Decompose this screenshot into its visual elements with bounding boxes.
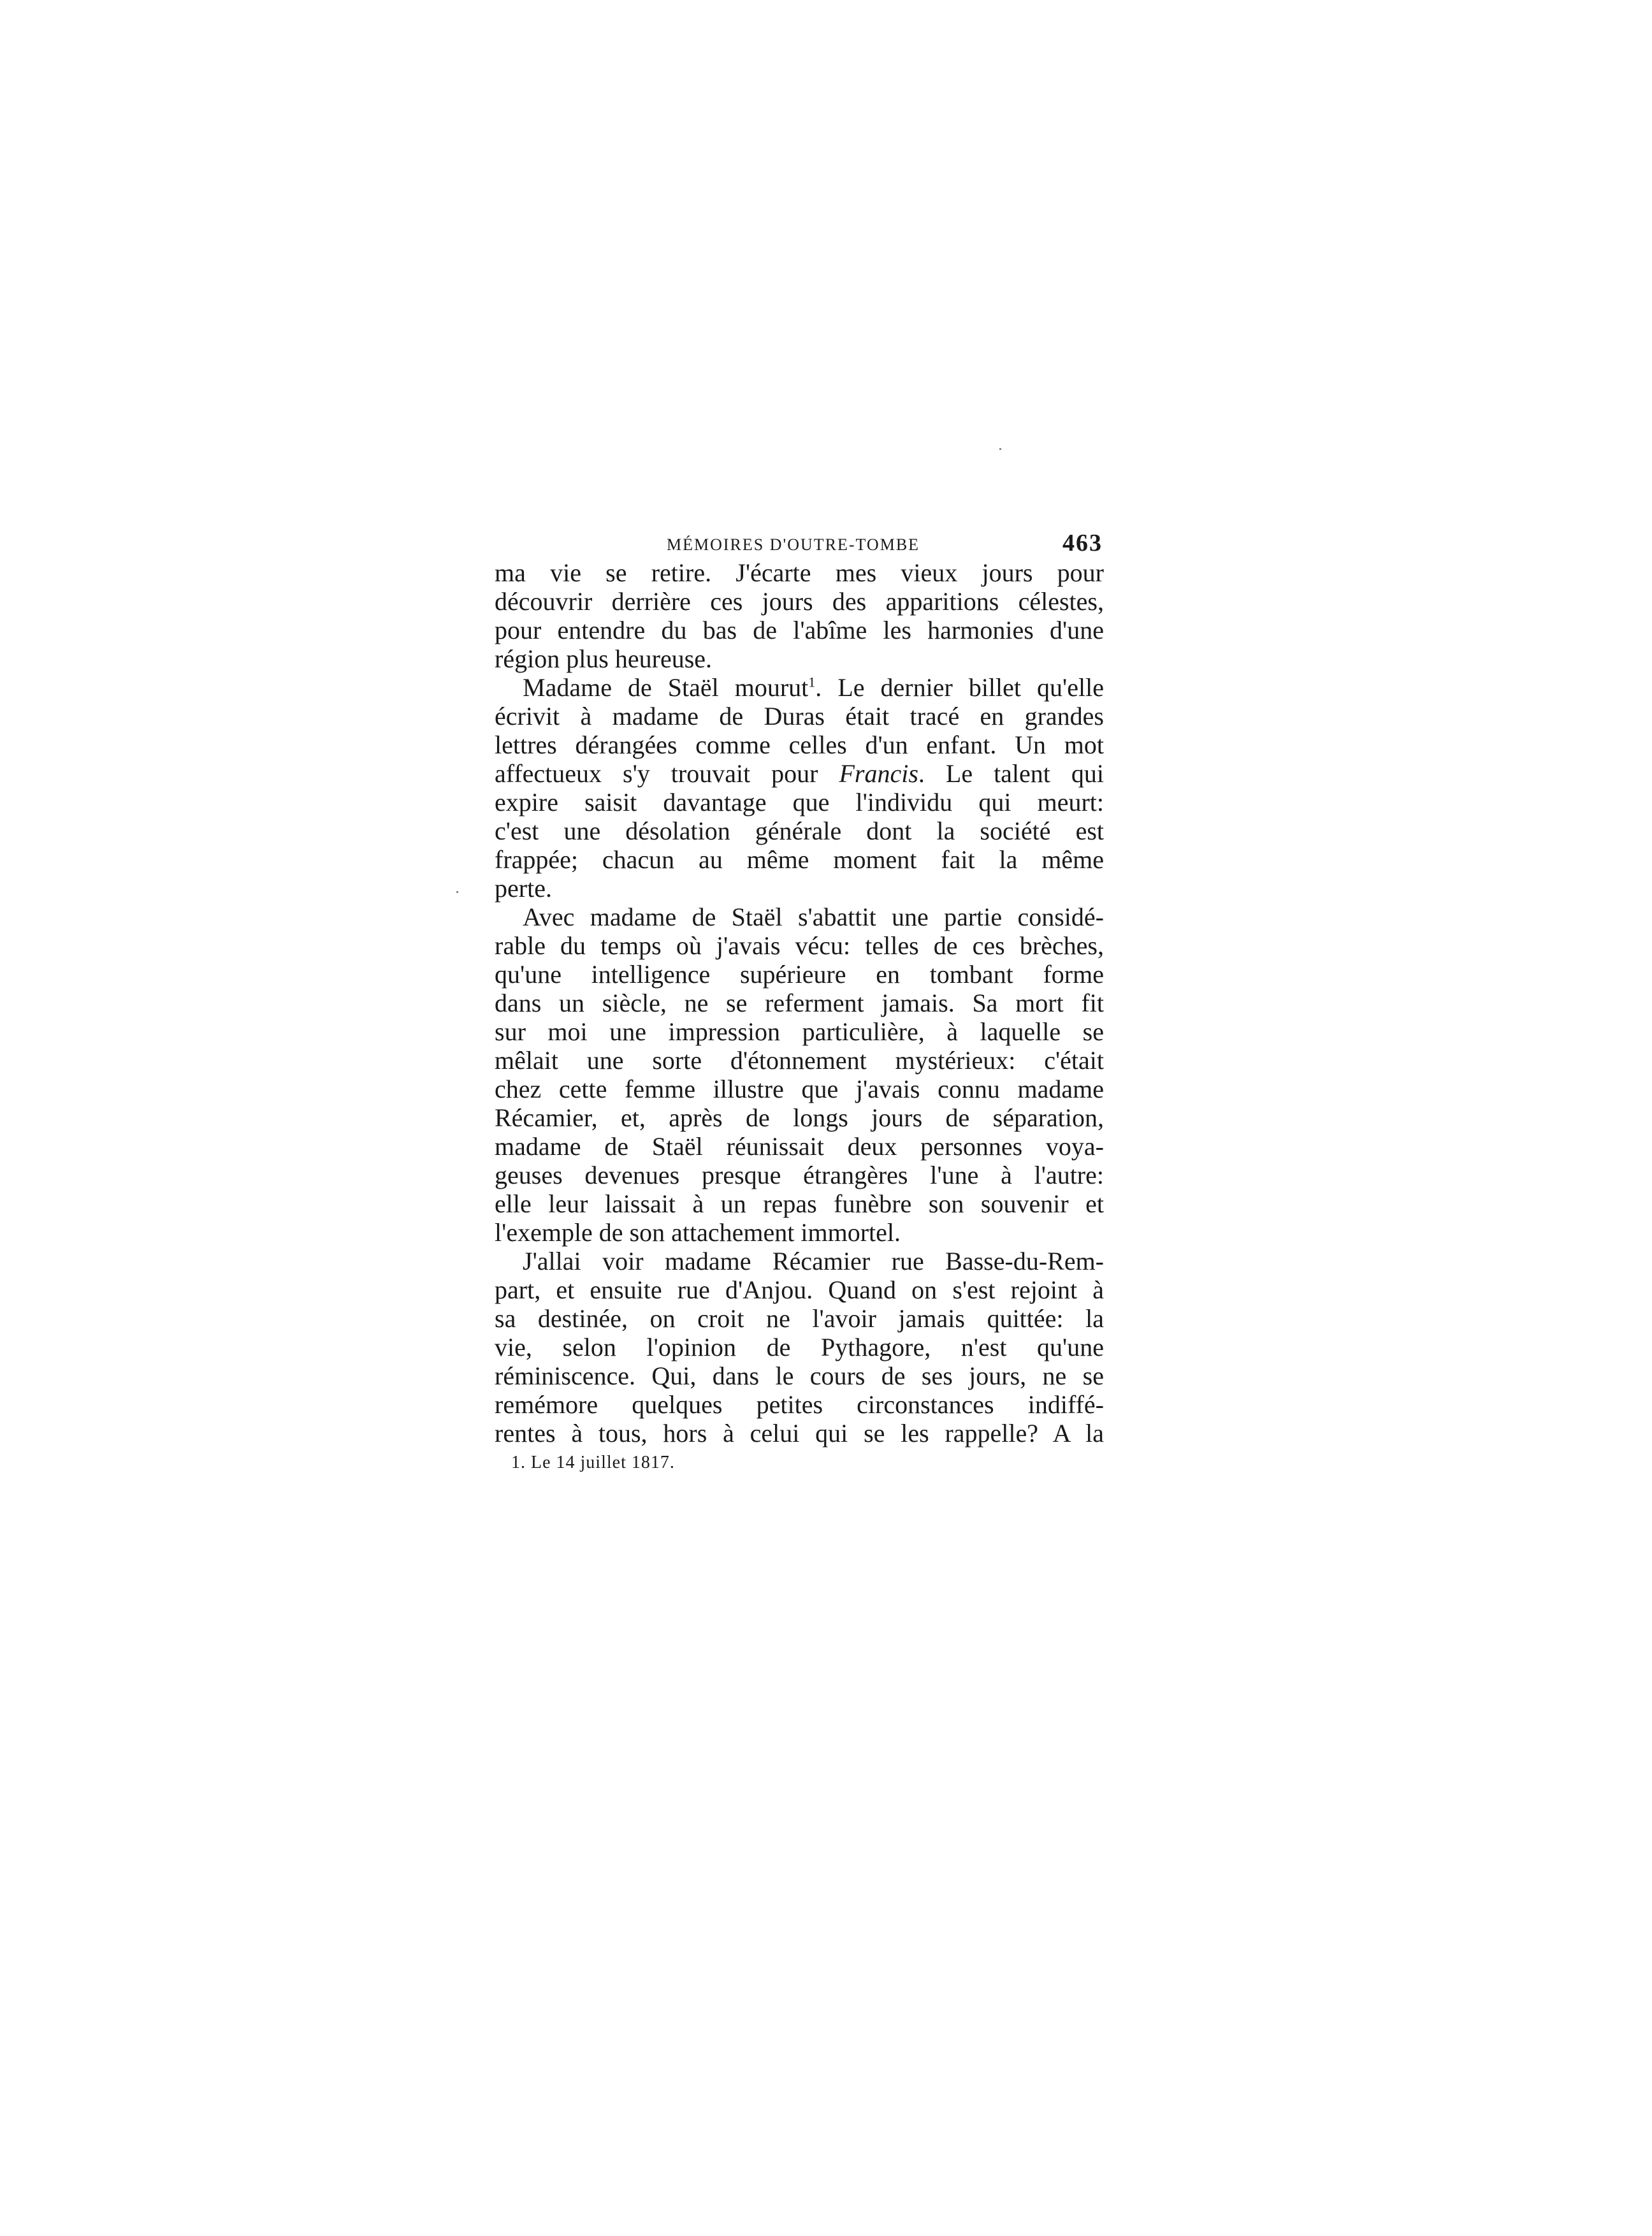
text-line: écrivit à madame de Duras était tracé en grandes bbox=[495, 702, 1104, 730]
text-line bbox=[495, 673, 1104, 702]
text-line: Avec madame de Staël s'abattit une partie considé- bbox=[523, 903, 1104, 931]
text-segment: Madame de Staël mourut bbox=[523, 673, 809, 702]
text-line: réminiscence. Qui, dans le cours de ses jours, ne se bbox=[495, 1361, 1104, 1390]
paragraph-2 bbox=[495, 673, 1104, 903]
text-line: c'est une désolation générale dont la société est bbox=[495, 817, 1104, 845]
text-line: geuses devenues presque étrangères l'une à l'autre: bbox=[495, 1161, 1104, 1189]
text-line: J'allai voir madame Récamier rue Basse-du-Rem- bbox=[523, 1247, 1104, 1275]
text-line: sa destinée, on croit ne l'avoir jamais quittée: la bbox=[495, 1304, 1104, 1333]
text-line: découvrir derrière ces jours des apparitions célestes, bbox=[495, 587, 1104, 616]
text-line: rentes à tous, hors à celui qui se les rappelle? A la bbox=[495, 1419, 1104, 1448]
text-line: dans un siècle, ne se referment jamais. Sa mort fit bbox=[495, 989, 1104, 1017]
text-line: part, et ensuite rue d'Anjou. Quand on s'est rejoint à bbox=[495, 1275, 1104, 1304]
text-line: madame de Staël réunissait deux personnes voya- bbox=[495, 1132, 1104, 1161]
book-page bbox=[495, 526, 1104, 1474]
text-segment: . Le dernier billet qu'elle bbox=[815, 673, 1104, 702]
text-line: expire saisit davantage que l'individu qui meurt: bbox=[495, 788, 1104, 817]
running-title: MÉMOIRES D'OUTRE-TOMBE bbox=[667, 535, 920, 554]
text-segment: . Le talent qui bbox=[918, 759, 1105, 788]
text-line: pour entendre du bas de l'abîme les harmonies d'une bbox=[495, 616, 1104, 644]
text-line: chez cette femme illustre que j'avais connu madame bbox=[495, 1075, 1104, 1103]
text-line: région plus heureuse. bbox=[495, 644, 713, 673]
footnote: 1. Le 14 juillet 1817. bbox=[511, 1453, 675, 1472]
paragraph-4 bbox=[495, 1247, 1104, 1448]
text-line bbox=[495, 759, 1104, 788]
text-line: lettres dérangées comme celles d'un enfant. Un mot bbox=[495, 730, 1104, 759]
text-line: rable du temps où j'avais vécu: telles de ces brèches, bbox=[495, 931, 1104, 960]
text-line: Récamier, et, après de longs jours de séparation, bbox=[495, 1103, 1104, 1132]
scan-speck bbox=[999, 448, 1001, 450]
text-line: mêlait une sorte d'étonnement mystérieux: c'était bbox=[495, 1046, 1104, 1075]
footnote-reference: 1 bbox=[808, 674, 816, 690]
text-line: remémore quelques petites circonstances indiffé- bbox=[495, 1390, 1104, 1419]
running-header bbox=[495, 526, 1104, 558]
text-line: ma vie se retire. J'écarte mes vieux jours pour bbox=[495, 558, 1104, 587]
italic-name: Francis bbox=[839, 759, 918, 788]
scan-speck bbox=[456, 891, 458, 893]
paragraph-3 bbox=[495, 903, 1104, 1247]
text-line: qu'une intelligence supérieure en tombant forme bbox=[495, 960, 1104, 989]
text-line: l'exemple de son attachement immortel. bbox=[495, 1218, 901, 1247]
text-line: elle leur laissait à un repas funèbre son souvenir et bbox=[495, 1189, 1104, 1218]
text-line: vie, selon l'opinion de Pythagore, n'est qu'une bbox=[495, 1333, 1104, 1361]
text-segment: affectueux s'y trouvait pour bbox=[495, 759, 818, 788]
text-line: frappée; chacun au même moment fait la même bbox=[495, 845, 1104, 874]
page-number: 463 bbox=[1062, 530, 1103, 556]
text-line: perte. bbox=[495, 874, 552, 903]
text-line: sur moi une impression particulière, à laquelle se bbox=[495, 1017, 1104, 1046]
paragraph-1 bbox=[495, 558, 1104, 673]
